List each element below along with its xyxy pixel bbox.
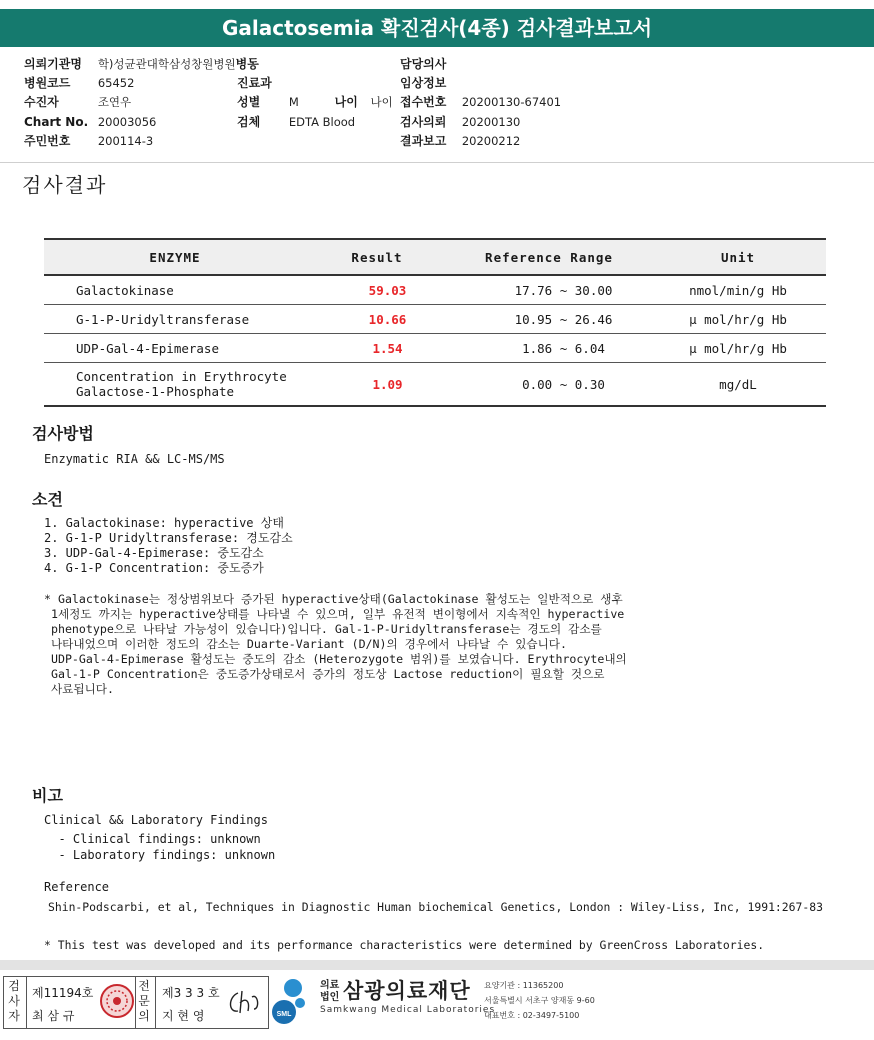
specialist-name: 지 현 영 [162,1009,205,1023]
report-date-value: 20200212 [461,134,521,148]
logo-text: SML [276,1011,292,1018]
findings-note-line: * Galactokinase는 정상범위보다 증가된 hyperactive상태(Galactokinase 활성도는 일반적으로 생후 [44,592,623,606]
sex-row [237,93,393,111]
institution-value: 학)성균관대학삼성창원병원 [97,57,236,71]
hospital-code-label: 병원코드 [24,76,71,90]
enzyme-name: Concentration in Erythrocyte [76,369,287,384]
clinical-info-row [400,74,462,92]
findings-title: 소견 [32,490,63,509]
corp-type: 의료법인 [320,980,340,1003]
specimen-label: 검체 [237,115,261,129]
request-date-value: 20200130 [461,115,521,129]
report-date-label: 결과보고 [400,134,447,148]
table-row [44,334,826,363]
institution-label: 의뢰기관명 [24,57,82,71]
unit-cell: μ mol/hr/g Hb [650,305,826,334]
chart-no-value: 20003056 [97,115,157,129]
clinical-heading: Clinical && Laboratory Findings [44,813,268,827]
findings-note-line: 사료됩니다. [44,682,114,696]
findings-note-line: Gal-1-P Concentration은 중도증가상태로서 증가의 정도상 Lactose reduction이 필요할 것으로 [44,667,605,681]
enzyme-cell [44,334,306,363]
signature-box [3,976,269,1029]
divider [26,977,27,1028]
request-date-row [400,113,520,131]
unit-cell: mg/dL [650,363,826,407]
doctor-label: 담당의사 [400,57,447,71]
table-row [44,305,826,334]
header-divider [0,162,874,163]
result-value: 1.54 [306,334,448,363]
examinee-label: 수진자 [24,95,59,109]
request-date-label: 검사의뢰 [400,115,447,129]
examinee-value: 조연우 [97,95,132,109]
enzyme-cell [44,363,306,407]
receipt-no-label: 접수번호 [400,95,447,109]
chart-no-row [24,113,156,131]
report-date-row [400,132,520,150]
findings-item: 4. G-1-P Concentration: 중도증가 [44,561,264,575]
specialist-label: 전 문 의 [138,979,150,1023]
specimen-value: EDTA Blood [288,115,356,129]
results-title: 검사결과 [22,173,108,197]
enzyme-name: G-1-P-Uridyltransferase [76,311,250,327]
age-value: 나이 [370,95,393,109]
clinical-findings: - Clinical findings: unknown [44,832,261,846]
institution-row [24,55,259,73]
department-row [237,74,289,92]
chart-no-label: Chart No. [24,115,89,129]
header-enzyme: ENZYME [44,239,306,275]
department-label: 진료과 [237,76,272,90]
divider [155,977,156,1028]
signature-icon [224,983,264,1021]
id-no-value: 200114-3 [97,134,154,148]
specimen-row [237,113,355,131]
footer-divider [0,960,874,970]
enzyme-name-line2: Galactose-1-Phosphate [76,384,235,399]
id-no-label: 주민번호 [24,134,71,148]
enzyme-name: Galactokinase [76,282,174,298]
specialist-license-no: 제3 3 3 호 [162,986,220,1000]
table-row [44,363,826,407]
unit-cell: nmol/min/g Hb [650,275,826,305]
findings-note-line: 나타내었으며 이러한 정도의 감소는 Duarte-Variant (D/N)의 경우에서 나타날 수 있습니다. [44,637,567,651]
corp-name: 삼광의료재단 [343,979,471,1003]
enzyme-cell [44,275,306,305]
reference-range: 1.86 ~ 6.04 [448,334,650,363]
reference-range: 0.00 ~ 0.30 [448,363,650,407]
receipt-no-value: 20200130-67401 [461,95,562,109]
findings-note-line: 1세정도 까지는 hyperactive상태를 나타낼 수 있으며, 일부 유전적 변이형에서 지속적인 hyperactive [44,607,625,621]
result-value: 59.03 [306,275,448,305]
findings-note-line: UDP-Gal-4-Epimerase 활성도는 중도의 감소 (Heterozygote 범위)를 보였습니다. Erythrocyte내의 [44,652,627,666]
institution-code: 요양기관 : 11365200 [484,981,564,990]
method-title: 검사방법 [32,424,94,443]
corp-phone: 대표번호 : 02-3497-5100 [484,1011,580,1020]
hospital-code-value: 65452 [97,76,135,90]
findings-note-line: phenotype으로 나타날 가능성이 있습니다)입니다. Gal-1-P-Uridyltransferase는 경도의 감소를 [44,622,602,636]
tester-label: 검 사 자 [8,979,20,1023]
findings-item: 3. UDP-Gal-4-Epimerase: 중도감소 [44,546,264,560]
enzyme-cell [44,305,306,334]
disclaimer: * This test was developed and its performance characteristics were determined by GreenCross Laboratories. [44,938,765,952]
result-value: 10.66 [306,305,448,334]
reference-label: Reference [44,880,110,894]
method-text: Enzymatic RIA && LC-MS/MS [44,452,225,466]
age-label: 나이 [334,95,358,109]
clinical-info-label: 임상정보 [400,76,447,90]
results-table [44,238,826,407]
receipt-no-row [400,93,561,111]
seal-stamp-icon [99,983,135,1019]
tester-license-no: 제11194호 [32,986,94,1000]
unit-cell: μ mol/hr/g Hb [650,334,826,363]
corp-address: 서울특별시 서초구 양재동 9-60 [484,996,595,1005]
doctor-row [400,55,462,73]
examinee-row [24,93,131,111]
result-value: 1.09 [306,363,448,407]
table-row [44,275,826,305]
remarks-title: 비고 [32,786,63,805]
table-header-row [44,239,826,275]
reference-text: Shin-Podscarbi, et al, Techniques in Diagnostic Human biochemical Genetics, London : Wiley-Liss, Inc, 1991:267-83 [48,900,823,914]
reference-range: 10.95 ~ 26.46 [448,305,650,334]
header-unit: Unit [650,239,826,275]
sml-logo-icon [272,976,310,1026]
patient-info [0,55,874,155]
id-no-row [24,132,153,150]
findings-item: 1. Galactokinase: hyperactive 상태 [44,516,284,530]
laboratory-findings: - Laboratory findings: unknown [44,848,276,862]
header-range: Reference Range [448,239,650,275]
hospital-code-row [24,74,134,92]
findings-item: 2. G-1-P Uridyltransferase: 경도감소 [44,531,293,545]
reference-range: 17.76 ~ 30.00 [448,275,650,305]
header-result: Result [306,239,448,275]
report-title: Galactosemia 확진검사(4종) 검사결과보고서 [0,9,874,47]
tester-name: 최 삼 규 [32,1009,75,1023]
enzyme-name: UDP-Gal-4-Epimerase [76,340,219,356]
corp-english-name: Samkwang Medical Laboratories [320,1005,496,1015]
divider [135,977,136,1028]
ward-label: 병동 [235,57,259,71]
sex-value: M [288,95,299,109]
sex-label: 성별 [237,95,261,109]
